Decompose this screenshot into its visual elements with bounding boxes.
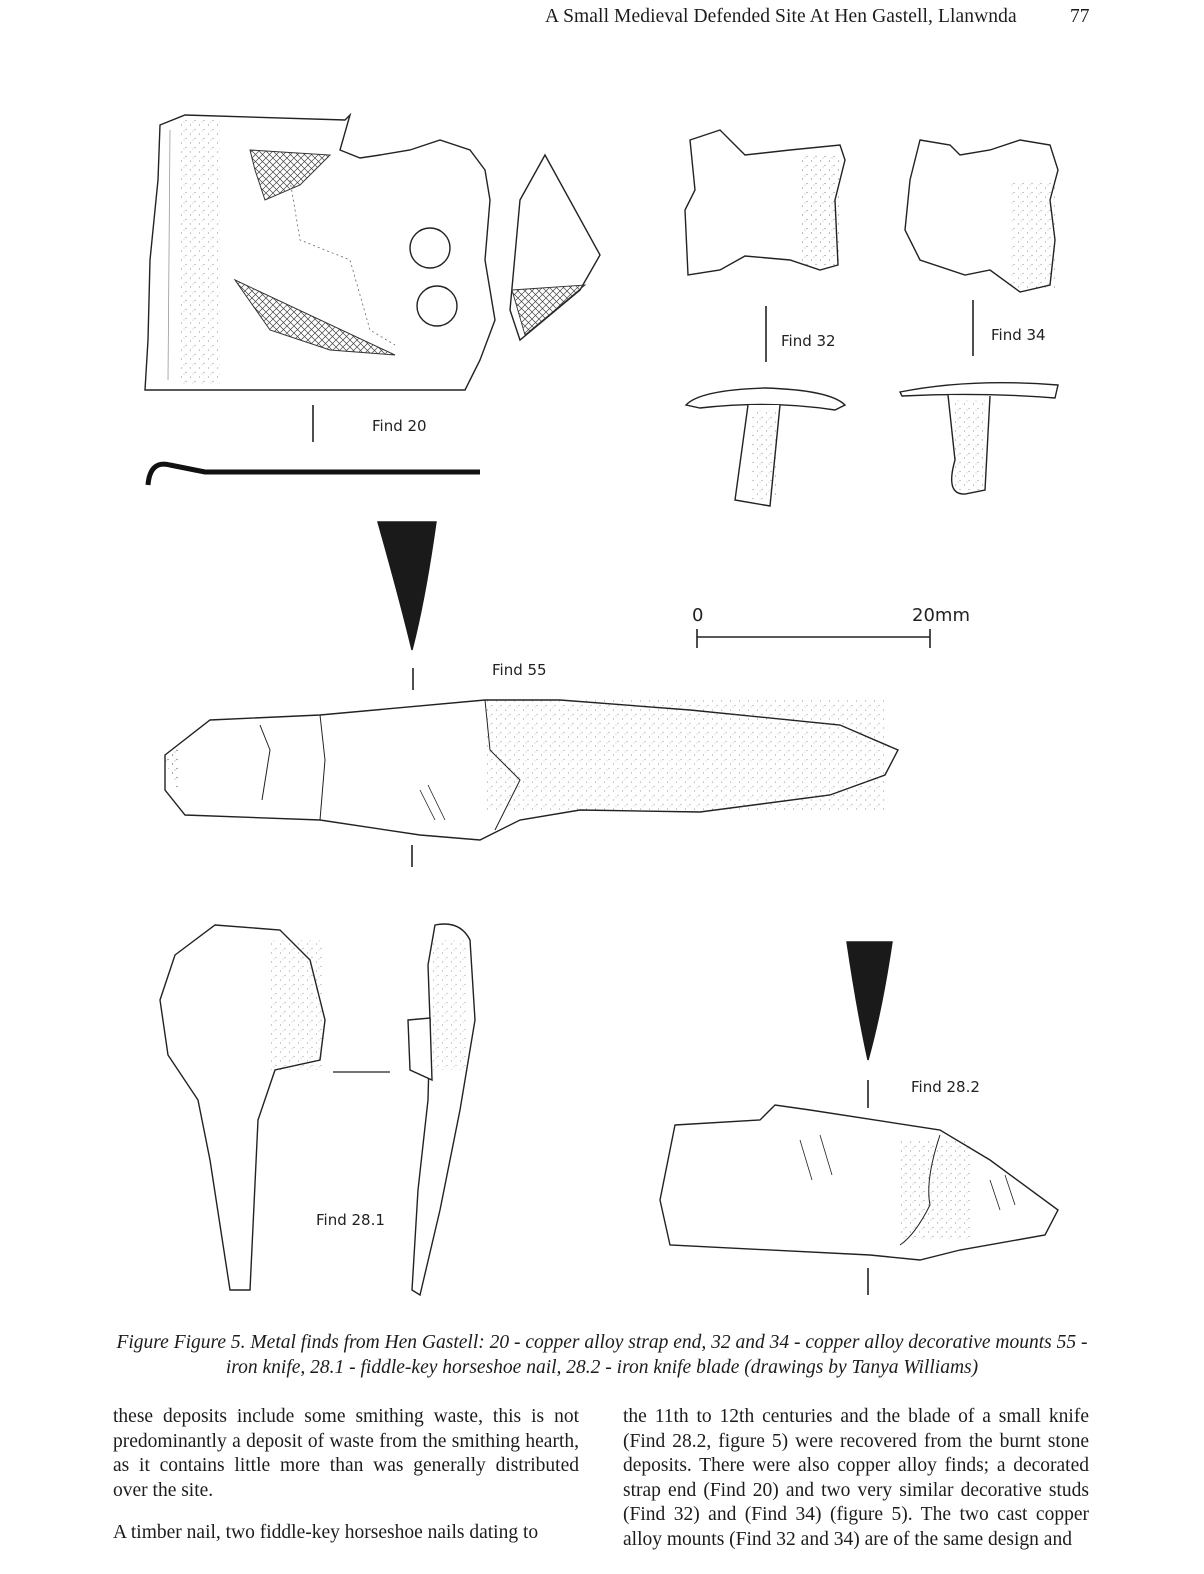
find-34-drawing	[900, 140, 1058, 494]
page-number: 77	[1070, 6, 1090, 27]
find-32-drawing	[685, 130, 845, 506]
find-55-label: Find 55	[492, 661, 547, 679]
find-28-2-label: Find 28.2	[911, 1078, 980, 1096]
find-34-label: Find 34	[991, 326, 1046, 344]
body-column-right	[623, 1405, 1089, 1570]
scale-start-label: 0	[692, 605, 704, 626]
paragraph: these deposits include some smithing waste, this is not predominantly a deposit of waste from the smithing hearth, as it contains little more than was generally distributed over the site.	[113, 1406, 579, 1501]
find-28-1-label: Find 28.1	[316, 1211, 385, 1229]
find-32-label: Find 32	[781, 332, 836, 350]
figure-5	[0, 60, 1204, 1320]
scale-bar	[697, 629, 930, 648]
body-column-left	[113, 1405, 579, 1564]
caption-line-1: Figure Figure 5. Metal finds from Hen Gastell: 20 - copper alloy strap end, 32 and 34 - copper alloy decorative mounts 55 -	[116, 1332, 1088, 1353]
find-20-label: Find 20	[372, 417, 427, 435]
find-28-2-drawing	[660, 942, 1058, 1295]
paragraph: A timber nail, two fiddle-key horseshoe nails dating to	[113, 1522, 539, 1543]
paragraph: the 11th to 12th centuries and the blade of a small knife (Find 28.2, figure 5) were recovered from the burnt stone deposits. There were also copper alloy finds; a decorated strap end (Find 20) and two very similar decorative studs (Find 32) and (Find 34) (figure 5). The two cast copper alloy mounts (Find 32 and 34) are of the same design and	[623, 1406, 1089, 1550]
caption-line-2: iron knife, 28.1 - fiddle-key horseshoe nail, 28.2 - iron knife blade (drawings by Tanya Williams)	[225, 1357, 979, 1378]
scale-end-label: 20mm	[912, 605, 970, 626]
figure-caption	[110, 1330, 1094, 1380]
find-55-drawing	[165, 522, 898, 867]
running-title: A Small Medieval Defended Site At Hen Gastell, Llanwnda	[545, 6, 1017, 27]
find-28-1-drawing	[160, 924, 475, 1295]
figure-drawings	[0, 60, 1204, 1320]
